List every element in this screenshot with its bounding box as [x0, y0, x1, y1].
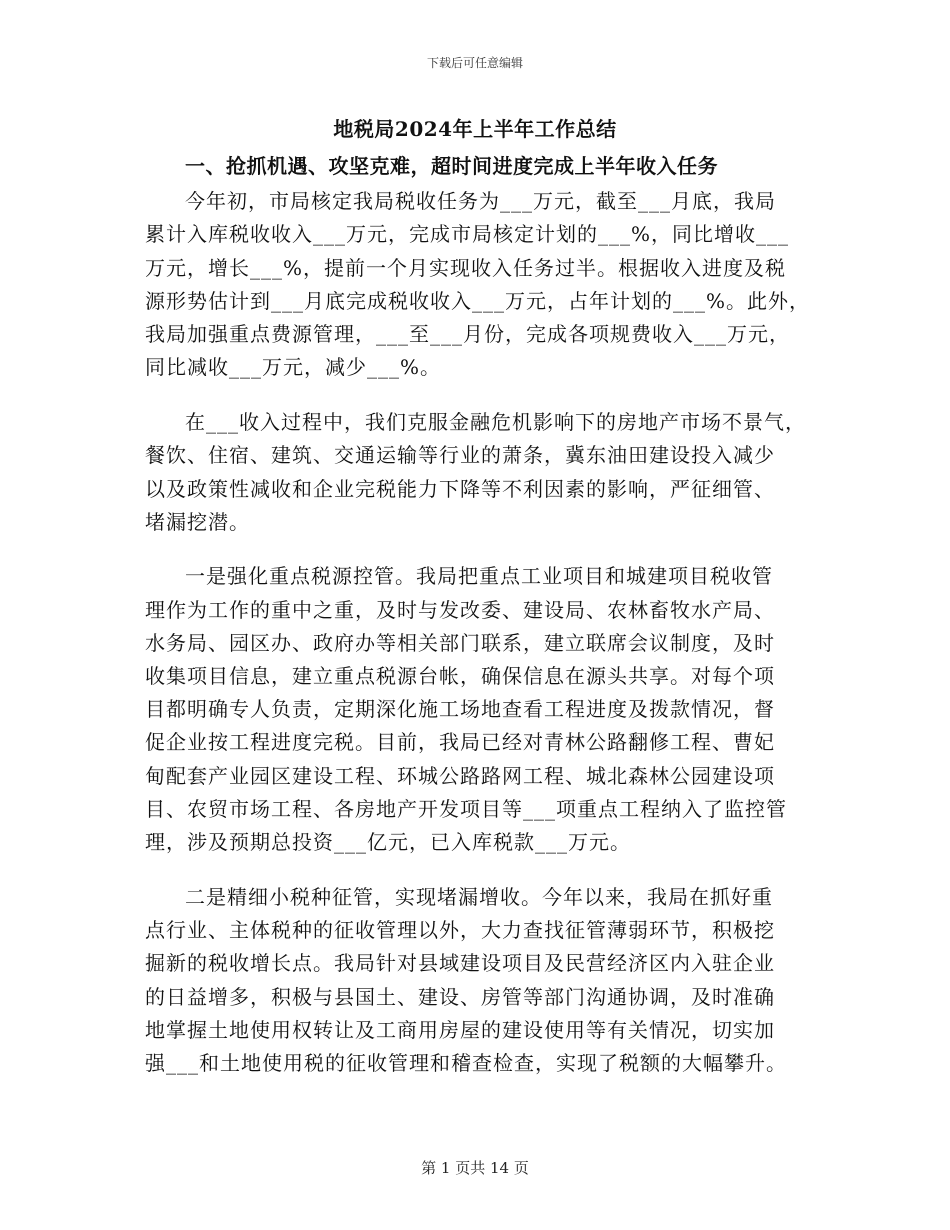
- paragraph-3-line-7: 甸配套产业园区建设工程、环城公路路网工程、城北森林公园建设项: [145, 764, 775, 788]
- paragraph-2-line-2: 餐饮、住宿、建筑、交通运输等行业的萧条，冀东油田建设投入减少: [145, 443, 775, 467]
- paragraph-1-line-2: 累计入库税收收入___万元，完成市局核定计划的___%，同比增收___: [145, 222, 790, 246]
- paragraph-4-line-2: 点行业、主体税种的征收管理以外，大力查找征管薄弱环节，积极挖: [145, 918, 775, 942]
- paragraph-3-line-9: 理，涉及预期总投资___亿元，已入库税款___万元。: [145, 830, 631, 854]
- page-footer: 第 1 页共 14 页: [421, 1159, 529, 1177]
- paragraph-2-line-3: 以及政策性减收和企业完税能力下降等不利因素的影响，严征细管、: [145, 477, 775, 501]
- paragraph-3-line-1: 一是强化重点税源控管。我局把重点工业项目和城建项目税收管: [185, 564, 773, 588]
- section-heading: 一、抢抓机遇、攻坚克难，超时间进度完成上半年收入任务: [185, 154, 718, 178]
- paragraph-4-line-4: 的日益增多，积极与县国土、建设、房管等部门沟通协调，及时准确: [145, 985, 775, 1009]
- paragraph-3-line-2: 理作为工作的重中之重，及时与发改委、建设局、农林畜牧水产局、: [145, 598, 775, 622]
- paragraph-2-line-4: 堵漏挖潜。: [145, 510, 250, 534]
- paragraph-4-line-3: 掘新的税收增长点。我局针对县域建设项目及民营经济区内入驻企业: [145, 951, 775, 975]
- paragraph-3-line-4: 收集项目信息，建立重点税源台帐，确保信息在源头共享。对每个项: [145, 664, 775, 688]
- paragraph-3-line-5: 目都明确专人负责，定期深化施工场地查看工程进度及拨款情况，督: [145, 697, 775, 721]
- paragraph-3-line-8: 目、农贸市场工程、各房地产开发项目等___项重点工程纳入了监控管: [145, 797, 787, 821]
- paragraph-1-line-4: 源形势估计到___月底完成税收收入___万元，占年计划的___%。此外，: [145, 289, 811, 313]
- paragraph-1-line-3: 万元，增长___%，提前一个月实现收入任务过半。根据收入进度及税: [145, 256, 787, 280]
- paragraph-1-line-1: 今年初，市局核定我局税收任务为___万元，截至___月底，我局: [185, 189, 776, 213]
- document-title: 地税局2024年上半年工作总结: [333, 117, 617, 141]
- paragraph-4-line-6: 强___和土地使用税的征收管理和稽查检查，实现了税额的大幅攀升。: [145, 1051, 787, 1075]
- paragraph-4-line-5: 地掌握土地使用权转让及工商用房屋的建设使用等有关情况，切实加: [145, 1018, 775, 1042]
- paragraph-1-line-5: 我局加强重点费源管理，___至___月份，完成各项规费收入___万元，: [145, 322, 790, 346]
- paragraph-1-line-6: 同比减收___万元，减少___%。: [145, 355, 442, 379]
- paragraph-2-line-1: 在___收入过程中，我们克服金融危机影响下的房地产市场不景气，: [185, 410, 806, 434]
- header-note: 下载后可任意编辑: [426, 56, 523, 70]
- paragraph-4-line-1: 二是精细小税种征管，实现堵漏增收。今年以来，我局在抓好重: [185, 885, 773, 909]
- paragraph-3-line-6: 促企业按工程进度完税。目前，我局已经对青林公路翻修工程、曹妃: [145, 730, 775, 754]
- paragraph-3-line-3: 水务局、园区办、政府办等相关部门联系，建立联席会议制度，及时: [145, 631, 775, 655]
